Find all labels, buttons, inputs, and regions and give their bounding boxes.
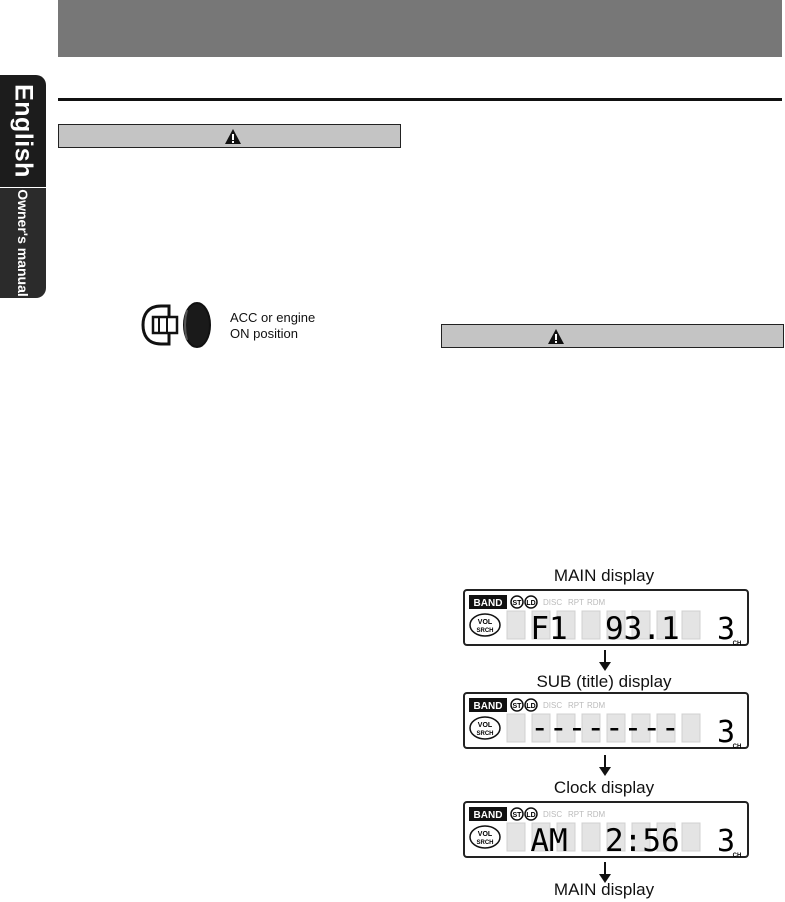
svg-text:SRCH: SRCH [476, 628, 494, 634]
clock-display-label: Clock display [553, 778, 655, 797]
svg-text:DISC: DISC [543, 598, 563, 607]
svg-text:3: 3 [716, 824, 736, 859]
svg-text:BAND: BAND [473, 598, 503, 609]
language-tab [0, 75, 46, 187]
key-caption-line1: ACC or engine [230, 310, 316, 325]
svg-text:3: 3 [716, 715, 736, 750]
svg-text:RDM: RDM [587, 701, 606, 710]
lcd-panel-main [463, 589, 749, 646]
key-caption [230, 310, 315, 342]
key-caption-line2: ON position [230, 326, 298, 341]
svg-text:LD: LD [526, 812, 536, 819]
svg-text:ST: ST [512, 703, 522, 710]
svg-text:RDM: RDM [587, 598, 606, 607]
lcd-panel-sub [463, 692, 749, 749]
svg-text:DISC: DISC [543, 810, 563, 819]
ignition-key-icon [139, 300, 219, 350]
svg-text:VOL: VOL [477, 619, 493, 626]
svg-text:CH: CH [732, 744, 742, 750]
sub-display-label: SUB (title) display [536, 672, 672, 691]
svg-text:VOL: VOL [477, 831, 493, 838]
svg-text:ST: ST [512, 812, 522, 819]
language-tab-label: English [9, 84, 38, 178]
main-display-label-bottom: MAIN display [553, 880, 655, 899]
lcd-sub-graphic [465, 694, 751, 751]
svg-text:SRCH: SRCH [476, 840, 494, 846]
warning-icon [224, 128, 242, 145]
section-rule [58, 98, 782, 101]
svg-text:DISC: DISC [543, 701, 563, 710]
svg-text:RPT: RPT [568, 701, 584, 710]
svg-text:AM 2:56: AM 2:56 [530, 823, 680, 859]
caution-bar-right [441, 324, 784, 348]
main-display-label: MAIN display [553, 566, 655, 585]
lcd-clock-graphic [465, 803, 751, 860]
svg-text:LD: LD [526, 703, 536, 710]
down-arrow-icon [598, 650, 612, 672]
svg-text:RPT: RPT [568, 598, 584, 607]
down-arrow-icon [598, 755, 612, 777]
svg-text:BAND: BAND [473, 701, 503, 712]
svg-text:ST: ST [512, 600, 522, 607]
svg-text:RDM: RDM [587, 810, 606, 819]
warning-icon [547, 328, 565, 345]
svg-text:--------: -------- [530, 710, 680, 746]
svg-text:CH: CH [732, 853, 742, 859]
svg-text:BAND: BAND [473, 810, 503, 821]
svg-text:CH: CH [732, 641, 742, 647]
svg-text:3: 3 [716, 612, 736, 647]
manual-tab-label: Owner's manual [15, 189, 31, 297]
lcd-main-graphic [465, 591, 751, 648]
svg-text:VOL: VOL [477, 722, 493, 729]
header-band [58, 0, 782, 57]
svg-text:F1 93.1: F1 93.1 [530, 611, 680, 647]
svg-text:RPT: RPT [568, 810, 584, 819]
manual-tab [0, 188, 46, 298]
lcd-panel-clock [463, 801, 749, 858]
svg-text:SRCH: SRCH [476, 731, 494, 737]
svg-text:LD: LD [526, 600, 536, 607]
caution-bar-left [58, 124, 401, 148]
